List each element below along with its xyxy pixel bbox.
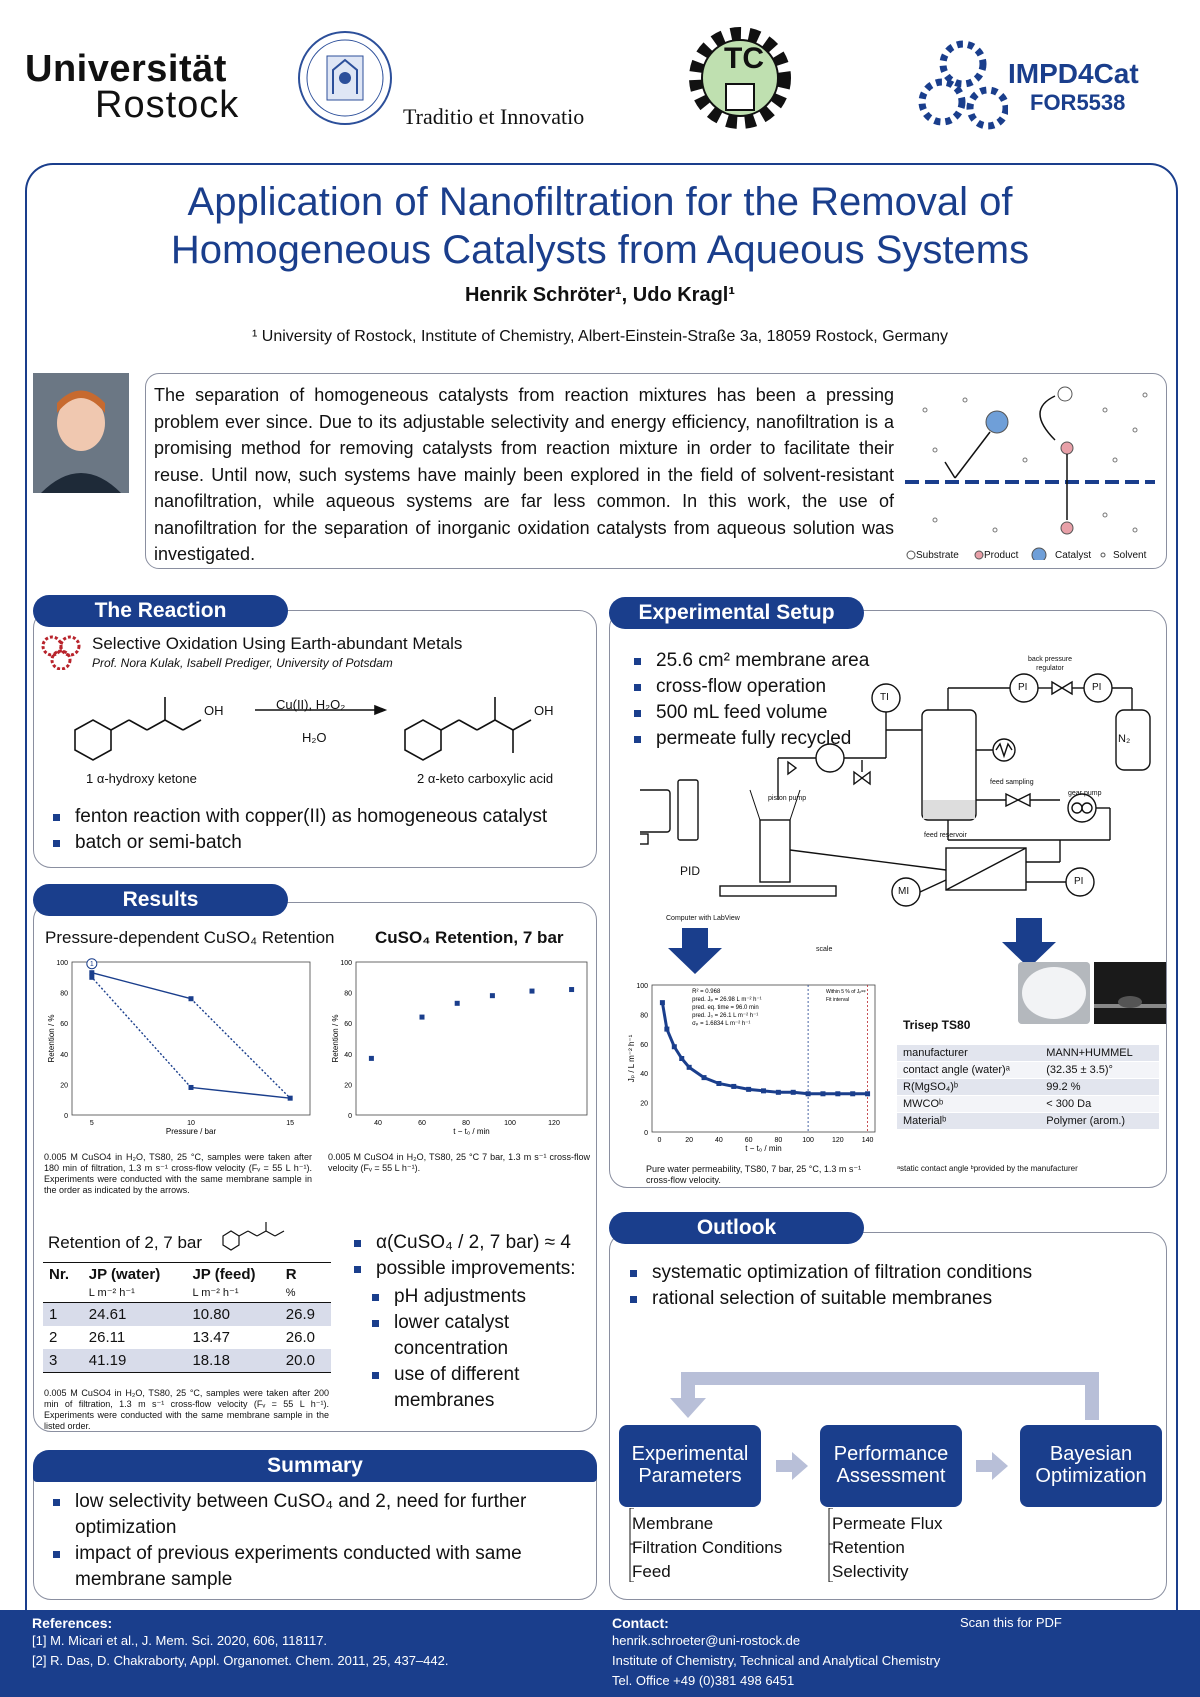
data-point: [455, 1001, 460, 1006]
setup-diagram: [640, 650, 1160, 950]
unit-r: %: [285, 1286, 296, 1299]
label-ti: TI: [880, 692, 889, 703]
y-tick-label: 60: [344, 1021, 352, 1029]
prop-value: MANN+HUMMEL: [1040, 1045, 1159, 1062]
data-point: [702, 1075, 707, 1080]
label-bpr: back pressure regulator: [1028, 656, 1072, 672]
data-point: [679, 1056, 684, 1061]
droplet-photo: [1094, 962, 1166, 1024]
data-point: [776, 1090, 781, 1095]
contact-heading: Contact:: [612, 1615, 669, 1631]
data-point: [664, 1027, 669, 1032]
y-tick-label: 40: [344, 1051, 352, 1059]
data-point: [687, 1065, 692, 1070]
title-line-2: Homogeneous Catalysts from Aqueous Systems: [170, 228, 1030, 272]
chart3-caption: Pure water permeability, TS80, 7 bar, 25 °C, 1.3 m s⁻¹ cross-flow velocity.: [646, 1164, 862, 1185]
summary-bullet-1: low selectivity between CuSO₄ and 2, need for further optimization: [47, 1489, 547, 1541]
cell: 3: [49, 1352, 58, 1369]
title-line-1: Application of Nanofiltration for the Removal of: [187, 180, 1013, 224]
membrane-properties-table: [897, 1045, 1159, 1130]
arrow-segment: [92, 977, 191, 1087]
affiliation: ¹ University of Rostock, Institute of Chemistry, Albert-Einstein-Straße 3a, 18059 Rostock, Germany: [252, 328, 948, 345]
reaction-bullet-1: fenton reaction with copper(II) as homogeneous catalyst: [47, 804, 587, 830]
param-items: [632, 1512, 782, 1584]
membrane-photo: [1018, 962, 1090, 1024]
x-tick-label: 80: [774, 1137, 783, 1144]
membrane-name: Trisep TS80: [903, 1018, 971, 1032]
data-point: [660, 1000, 665, 1005]
prop-value: Polymer (arom.): [1040, 1113, 1159, 1130]
data-point: [189, 1085, 194, 1090]
cell: 18.18: [192, 1352, 230, 1369]
data-point: [490, 993, 495, 998]
label-piston-pump: piston pump: [768, 795, 807, 802]
param-item-3: Feed: [632, 1562, 671, 1581]
y-tick-label: 0: [348, 1113, 352, 1120]
arrow-down-right-icon: [1002, 918, 1056, 968]
prop-key: Materialᵇ: [897, 1113, 1040, 1130]
x-tick-label: 80: [462, 1120, 470, 1127]
legend-product: Product: [984, 550, 1019, 561]
fit-annotation: pred. Jₚ = 26.98 L m⁻² h⁻¹: [692, 997, 762, 1003]
label-scale: scale: [816, 946, 833, 953]
prop-value: 99.2 %: [1040, 1079, 1159, 1096]
data-point: [189, 996, 194, 1001]
sub-bullet-1: pH adjustments: [366, 1284, 586, 1310]
table-row: [43, 1349, 331, 1373]
start-marker-label: 1: [89, 961, 94, 969]
y-tick-label: 100: [636, 983, 648, 990]
y-tick-label: 40: [60, 1051, 68, 1059]
flow-box-parameters: Experimental Parameters: [619, 1425, 761, 1507]
uni-name-2: Rostock: [95, 84, 240, 126]
side-bullet-1: α(CuSO₄ / 2, 7 bar) ≈ 4: [348, 1230, 588, 1256]
x-axis-label: Pressure / bar: [165, 1127, 217, 1136]
sub-bullet-3: use of different membranes: [366, 1362, 586, 1414]
y-tick-label: 40: [640, 1071, 648, 1079]
th-nr: Nr.: [49, 1266, 70, 1283]
fit-annotation: pred. J₀ = 26.1 L m⁻² h⁻¹: [692, 1013, 759, 1019]
y-tick-label: 100: [340, 960, 352, 967]
data-point: [716, 1081, 721, 1086]
outlook-bullets: [624, 1260, 1144, 1312]
catalyst-cluster-icon: [40, 634, 86, 670]
x-tick-label: 120: [831, 1137, 844, 1144]
th-jp-feed: JP (feed): [192, 1266, 256, 1283]
contact-phone: Tel. Office +49 (0)381 498 6451: [612, 1673, 795, 1688]
y-tick-label: 20: [60, 1082, 68, 1090]
footer: [0, 1610, 1200, 1697]
x-tick-label: 100: [802, 1137, 814, 1144]
legend-substrate: Substrate: [916, 550, 959, 561]
membrane-schematic: [905, 380, 1155, 560]
table-row: [43, 1303, 331, 1327]
outlook-bullet-1: systematic optimization of filtration conditions: [624, 1260, 1144, 1286]
legend-entry: Fit interval: [825, 997, 850, 1003]
compound-2-label: 2 α-keto carboxylic acid: [417, 771, 554, 786]
label-feed-sampling: feed sampling: [990, 779, 1034, 786]
prop-key: contact angle (water)ᵃ: [897, 1062, 1040, 1079]
perf-item-2: Retention: [832, 1538, 905, 1557]
table-row: [43, 1326, 331, 1349]
data-point: [369, 1056, 374, 1061]
fit-annotation: σₚ = 1.6834 L m⁻² h⁻¹: [692, 1021, 751, 1027]
cell: 26.11: [88, 1329, 126, 1346]
data-point: [761, 1088, 766, 1093]
x-axis-label: t − t₀ / min: [745, 1144, 782, 1153]
side-bullet-2: possible improvements:: [348, 1256, 588, 1282]
x-tick-label: 20: [685, 1137, 694, 1144]
perf-item-1: Permeate Flux: [832, 1514, 943, 1533]
setup-bullet-4: permeate fully recycled: [628, 726, 888, 752]
cell: 13.47: [192, 1329, 230, 1346]
unit-jp-water: L m⁻² h⁻¹: [88, 1287, 135, 1299]
prop-row: [897, 1079, 1159, 1096]
plot-frame: [356, 962, 587, 1115]
fit-annotation: R² = 0.968: [692, 989, 721, 995]
authors: Henrik Schröter¹, Udo Kragl¹: [464, 284, 736, 306]
motto: Traditio et Innovatio: [403, 104, 585, 129]
unit-nr: [43, 1286, 83, 1303]
chart1-title: [45, 928, 335, 948]
reagents-top: Cu(II), H₂O₂: [276, 697, 346, 712]
y-tick-label: 80: [640, 1012, 648, 1020]
tc-logo-text: TC: [724, 42, 764, 75]
prop-row: [897, 1062, 1159, 1079]
cell: 10.80: [192, 1306, 230, 1323]
x-tick-label: 10: [187, 1120, 195, 1127]
y-tick-label: 80: [344, 990, 352, 998]
x-tick-label: 140: [861, 1137, 874, 1144]
y-tick-label: 80: [60, 990, 68, 998]
x-tick-label: 0: [657, 1137, 662, 1144]
label-pi-top: PI: [1018, 682, 1028, 693]
results-side-bullets: [348, 1230, 588, 1282]
plot-frame: [72, 962, 310, 1115]
unit-jp-feed: L m⁻² h⁻¹: [192, 1287, 239, 1299]
x-tick-label: 60: [418, 1120, 426, 1127]
y-axis-label: Retention / %: [331, 1014, 340, 1063]
prop-row: [897, 1045, 1159, 1062]
y-tick-label: 60: [640, 1041, 648, 1049]
refs-heading: References:: [32, 1615, 113, 1631]
keto-acid-structure-icon: [218, 1218, 318, 1254]
chart1-title-text: Pressure-dependent CuSO₄ Retention: [45, 928, 335, 947]
label-computer: Computer with LabView: [666, 915, 740, 922]
reaction-bullets: [47, 804, 587, 856]
label-mi: MI: [898, 886, 910, 897]
plot-frame: [652, 985, 875, 1132]
arrow-segment: [191, 999, 290, 1098]
university-seal-icon: [297, 30, 393, 126]
permeability-chart: [618, 975, 883, 1160]
th-jp-water: JP (water): [88, 1266, 161, 1283]
reagents-bottom: H₂O: [302, 730, 327, 745]
y-tick-label: 60: [60, 1021, 68, 1029]
reaction-bullet-2: batch or semi-batch: [47, 830, 587, 856]
cell: 2: [49, 1329, 58, 1346]
label-n2: N₂: [1118, 733, 1131, 745]
impd-logo-icon: [918, 38, 1008, 138]
feedback-loop-arrow-icon: [670, 1372, 1110, 1422]
uni-name-1: Universität: [25, 48, 227, 90]
summary-bullet-2: impact of previous experiments conducted with same membrane sample: [47, 1541, 547, 1593]
setup-heading: Experimental Setup: [609, 597, 864, 629]
scan-label: Scan this for PDF: [960, 1615, 1062, 1630]
data-point: [820, 1091, 825, 1096]
data-point: [806, 1091, 811, 1096]
pressure-retention-chart: [38, 950, 318, 1145]
prop-footnote: ᵃstatic contact angle ᵇprovided by the manufacturer: [897, 1164, 1078, 1173]
contact-institute: Institute of Chemistry, Technical and Analytical Chemistry: [612, 1653, 941, 1668]
th-r: R: [285, 1266, 297, 1283]
y-tick-label: 0: [644, 1130, 648, 1137]
chart2-caption: 0.005 M CuSO4 in H₂O, TS80, 25 °C 7 bar, 1.3 m s⁻¹ cross-flow velocity (Fᵥ = 55 L h⁻¹).: [328, 1152, 590, 1173]
summary-heading: Summary: [33, 1450, 597, 1482]
ref-1: [1] M. Micari et al., J. Mem. Sci. 2020, 606, 118117.: [32, 1633, 328, 1648]
label-gear-pump: gear pump: [1068, 790, 1102, 797]
reaction-subtitle: Selective Oxidation Using Earth-abundant Metals: [92, 634, 463, 653]
legend-catalyst: Catalyst: [1055, 550, 1092, 561]
contact-email[interactable]: henrik.schroeter@uni-rostock.de: [612, 1633, 801, 1648]
impd-line2: FOR5538: [1030, 90, 1126, 115]
results-heading: Results: [33, 884, 288, 916]
y-axis-label: Jₚ / L m⁻² h⁻¹: [627, 1034, 636, 1083]
chart2-title: [375, 928, 564, 948]
prop-key: R(MgSO₄)ᵇ: [897, 1079, 1040, 1096]
cell: 24.61: [88, 1306, 127, 1323]
table-title: Retention of 2, 7 bar: [48, 1233, 203, 1252]
intro-text: The separation of homogeneous catalysts from reaction mixtures has been a pressing problem ever since. Due to its adjustable selectivity and energy efficiency, nanofiltration is a promising method for removing catalysts from reaction mixture in order to facilitate their reuse. Until now, such systems have mainly been explored in the field of solvent-resistant nanofiltration, while aqueous systems are far less common. In this work, the use of nanofiltration for the separation of inorganic oxidation catalysts from aqueous solution was investigated.: [154, 385, 894, 564]
flow-arrow-2-icon: [976, 1452, 1008, 1480]
data-point: [850, 1091, 855, 1096]
data-point: [731, 1084, 736, 1089]
arrow-segment: [191, 1087, 290, 1098]
university-logo: [25, 48, 240, 126]
x-tick-label: 40: [374, 1120, 382, 1127]
label-pid: PID: [680, 864, 701, 878]
perf-item-3: Selectivity: [832, 1562, 909, 1581]
chart2-title-text: CuSO₄ Retention, 7 bar: [375, 928, 564, 947]
data-point: [865, 1091, 870, 1096]
reaction-scheme: [55, 675, 595, 775]
ref-2: [2] R. Das, D. Chakraborty, Appl. Organomet. Chem. 2011, 25, 437–442.: [32, 1653, 449, 1668]
x-tick-label: 5: [89, 1120, 94, 1127]
param-item-2: Filtration Conditions: [632, 1538, 783, 1557]
time-retention-chart: [320, 950, 595, 1145]
x-tick-label: 40: [715, 1137, 723, 1144]
data-point: [530, 989, 535, 994]
data-point: [746, 1087, 751, 1092]
summary-bullets: [47, 1489, 547, 1593]
prop-row: [897, 1096, 1159, 1113]
cell: 20.0: [285, 1352, 315, 1369]
prop-value: < 300 Da: [1040, 1096, 1159, 1113]
results-sub-bullets: [366, 1284, 586, 1414]
author-photo: [33, 373, 129, 493]
prop-row: [897, 1113, 1159, 1130]
data-point: [288, 1096, 293, 1101]
flow-arrow-1-icon: [776, 1452, 808, 1480]
y-tick-label: 20: [344, 1082, 352, 1090]
cell: 41.19: [88, 1352, 127, 1369]
chart1-caption: 0.005 M CuSO4 in H₂O, TS80, 25 °C, samples were taken after 180 min of filtration, 1.3 m s⁻¹ cross-flow velocity (Fᵥ = 55 L h⁻¹). Experiments were conducted with the same membrane sample in the order as indicated by the arrows.: [44, 1152, 312, 1195]
prop-key: MWCOᵇ: [897, 1096, 1040, 1113]
label-feed-reservoir: feed reservoir: [924, 832, 967, 839]
x-tick-label: 15: [286, 1120, 295, 1127]
arrow-down-left-icon: [668, 928, 722, 974]
oh-label-1: OH: [204, 703, 224, 718]
y-tick-label: 20: [640, 1100, 648, 1108]
legend-entry: Within 5 % of Jₚᵉᵠ: [825, 989, 866, 995]
cell: 1: [49, 1306, 58, 1323]
x-axis-label: t − t₀ / min: [453, 1127, 490, 1136]
flow-box-bayesian: Bayesian Optimization: [1020, 1425, 1162, 1507]
y-tick-label: 0: [64, 1113, 68, 1120]
performance-items: [832, 1512, 943, 1584]
table-caption: 0.005 M CuSO4 in H₂O, TS80, 25 °C, samples were taken after 200 min of filtration, 1.3 m s⁻¹ cross-flow velocity (Fᵥ = 55 L h⁻¹). Experiments were conducted with the same membrane sample in the listed order.: [44, 1388, 329, 1431]
impd-line1: IMPD4Cat: [1008, 58, 1139, 89]
tc-logo-icon: [670, 18, 810, 138]
data-point: [89, 970, 94, 975]
x-tick-label: 100: [504, 1120, 516, 1127]
label-pi-top-2: PI: [1092, 682, 1102, 693]
param-item-1: Membrane: [632, 1514, 714, 1533]
compound-1-label: 1 α-hydroxy ketone: [86, 771, 197, 786]
setup-bullet-2: cross-flow operation: [628, 674, 888, 700]
data-point: [791, 1090, 796, 1095]
x-tick-label: 60: [744, 1137, 753, 1144]
setup-bullet-3: 500 mL feed volume: [628, 700, 888, 726]
retention-table: [43, 1262, 331, 1373]
x-tick-label: 120: [548, 1120, 560, 1127]
cell: 26.0: [285, 1329, 315, 1346]
label-pi-right: PI: [1074, 876, 1084, 887]
data-point: [569, 987, 574, 992]
reaction-heading: The Reaction: [33, 595, 288, 627]
prop-key: manufacturer: [897, 1045, 1040, 1062]
flow-box-performance: Performance Assessment: [820, 1425, 962, 1507]
oh-label-2: OH: [534, 703, 554, 718]
data-point: [672, 1044, 677, 1049]
data-point: [420, 1015, 425, 1020]
legend-solvent: Solvent: [1113, 550, 1147, 561]
outlook-bullet-2: rational selection of suitable membranes: [624, 1286, 1144, 1312]
y-tick-label: 100: [56, 960, 68, 967]
outlook-heading: Outlook: [609, 1212, 864, 1244]
reaction-credit: Prof. Nora Kulak, Isabell Prediger, University of Potsdam: [92, 656, 393, 670]
setup-bullet-1: 25.6 cm² membrane area: [628, 648, 888, 674]
data-point: [89, 975, 94, 980]
y-axis-label: Retention / %: [47, 1014, 56, 1063]
prop-value: (32.35 ± 3.5)°: [1040, 1062, 1159, 1079]
sub-bullet-2: lower catalyst concentration: [366, 1310, 586, 1362]
fit-annotation: pred. eq. time = 96.0 min: [692, 1005, 759, 1011]
cell: 26.9: [285, 1306, 315, 1323]
data-point: [835, 1091, 840, 1096]
